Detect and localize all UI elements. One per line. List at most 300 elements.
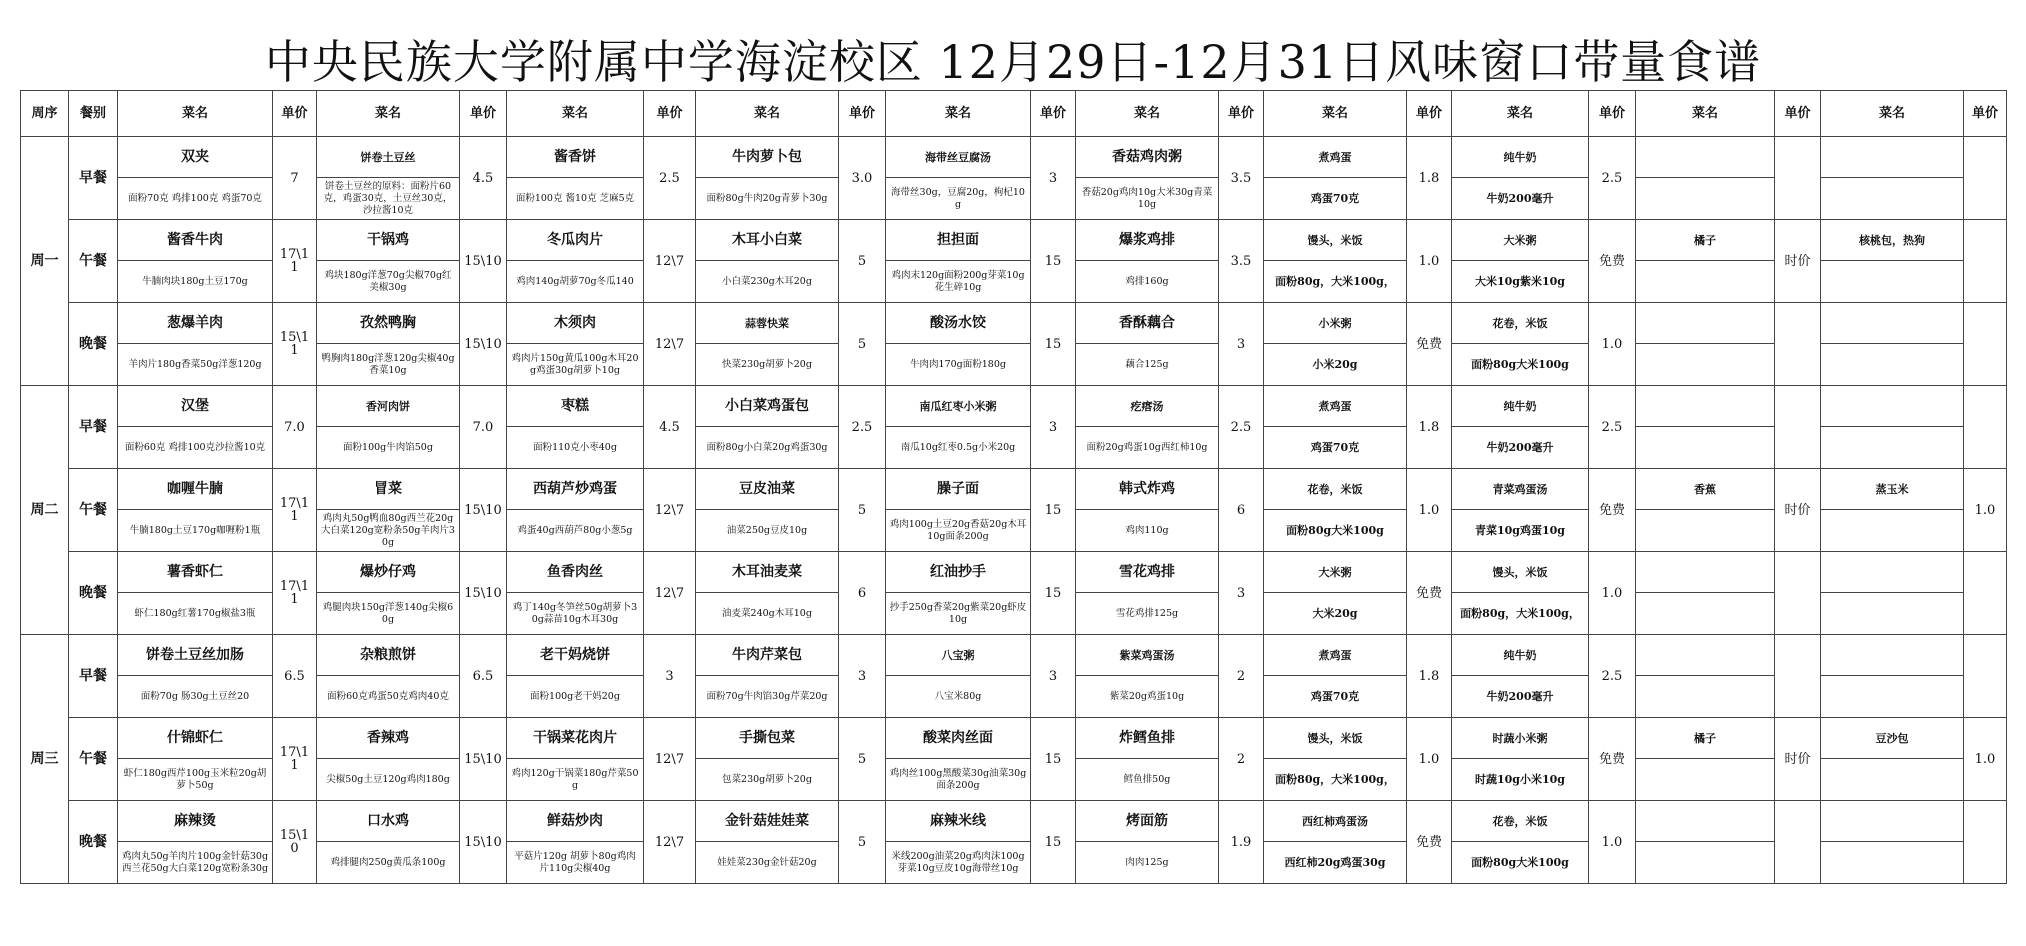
meal-type-cell: 晚餐 [69, 552, 118, 635]
dish-ingredients [1636, 427, 1775, 469]
menu-table [20, 90, 2007, 884]
dish-name: 花卷，米饭 [1264, 469, 1407, 510]
weekday-cell: 周三 [21, 635, 69, 884]
dish-price: 4.5 [644, 386, 696, 469]
dish-price: 4.5 [460, 137, 507, 220]
dish-name: 酸菜肉丝面 [886, 718, 1031, 759]
header-dish: 菜名 [696, 91, 839, 137]
dish-name: 爆浆鸡排 [1076, 220, 1219, 261]
meal-row [21, 469, 2007, 510]
dish-price: 12\7 [644, 469, 696, 552]
dish-name: 金针菇娃娃菜 [696, 801, 839, 842]
dish-ingredients: 西红柿20g鸡蛋30g [1264, 842, 1407, 884]
dish-name: 老干妈烧饼 [507, 635, 644, 676]
dish-name: 西红柿鸡蛋汤 [1264, 801, 1407, 842]
dish-ingredients: 鸡肉100g土豆20g香菇20g木耳10g面条200g [886, 510, 1031, 552]
dish-name [1821, 552, 1964, 593]
dish-ingredients: 面粉80g大米100g [1452, 842, 1589, 884]
dish-name: 豆沙包 [1821, 718, 1964, 759]
meal-detail-row [21, 676, 2007, 718]
dish-price: 免费 [1407, 801, 1452, 884]
dish-name: 纯牛奶 [1452, 386, 1589, 427]
dish-ingredients: 面粉70克 鸡排100克 鸡蛋70克 [118, 178, 273, 220]
dish-name: 鲜菇炒肉 [507, 801, 644, 842]
dish-price: 12\7 [644, 303, 696, 386]
dish-name: 烤面筋 [1076, 801, 1219, 842]
header-price: 单价 [273, 91, 317, 137]
meal-type-cell: 早餐 [69, 635, 118, 718]
dish-price: 1.0 [1589, 801, 1636, 884]
dish-name: 豆皮油菜 [696, 469, 839, 510]
header-price: 单价 [1964, 91, 2007, 137]
dish-name: 咖喱牛腩 [118, 469, 273, 510]
dish-name: 香河肉饼 [317, 386, 460, 427]
header-price: 单价 [644, 91, 696, 137]
dish-ingredients: 小白菜230g木耳20g [696, 261, 839, 303]
dish-name: 大米粥 [1264, 552, 1407, 593]
dish-name: 饼卷土豆丝加肠 [118, 635, 273, 676]
meal-type-cell: 午餐 [69, 469, 118, 552]
dish-price [1775, 303, 1821, 386]
meal-detail-row [21, 261, 2007, 303]
dish-price [1964, 552, 2007, 635]
meal-row [21, 386, 2007, 427]
dish-price: 15\10 [273, 801, 317, 884]
dish-price: 12\7 [644, 552, 696, 635]
dish-price: 15\10 [460, 469, 507, 552]
dish-price: 12\7 [644, 220, 696, 303]
dish-ingredients: 鸡蛋70克 [1264, 427, 1407, 469]
meal-detail-row [21, 427, 2007, 469]
dish-ingredients [1821, 261, 1964, 303]
dish-ingredients: 鸡肉末120g面粉200g芽菜10g花生碎10g [886, 261, 1031, 303]
dish-price: 7 [273, 137, 317, 220]
dish-name: 时蔬小米粥 [1452, 718, 1589, 759]
dish-name [1821, 801, 1964, 842]
dish-price: 1.8 [1407, 386, 1452, 469]
dish-price: 17\11 [273, 552, 317, 635]
dish-price: 5 [839, 220, 886, 303]
meal-detail-row [21, 178, 2007, 220]
dish-price: 15\10 [460, 303, 507, 386]
dish-price [1964, 220, 2007, 303]
header-dish: 菜名 [507, 91, 644, 137]
dish-ingredients: 尖椒50g土豆120g鸡肉180g [317, 759, 460, 801]
dish-price [1964, 635, 2007, 718]
dish-price: 15\10 [460, 552, 507, 635]
dish-name: 花卷，米饭 [1452, 801, 1589, 842]
dish-price: 1.0 [1589, 303, 1636, 386]
dish-ingredients: 香菇20g鸡肉10g大米30g青菜10g [1076, 178, 1219, 220]
dish-ingredients: 油麦菜240g木耳10g [696, 593, 839, 635]
dish-price: 2.5 [644, 137, 696, 220]
meal-row [21, 635, 2007, 676]
meal-detail-row [21, 593, 2007, 635]
header-dish: 菜名 [1076, 91, 1219, 137]
dish-price [1964, 137, 2007, 220]
dish-price: 7.0 [273, 386, 317, 469]
meal-row [21, 220, 2007, 261]
dish-name: 煮鸡蛋 [1264, 137, 1407, 178]
meal-row [21, 552, 2007, 593]
dish-ingredients: 面粉80g，大米100g， [1264, 261, 1407, 303]
dish-price: 1.8 [1407, 635, 1452, 718]
dish-name: 纯牛奶 [1452, 137, 1589, 178]
dish-ingredients: 八宝米80g [886, 676, 1031, 718]
dish-name: 核桃包，热狗 [1821, 220, 1964, 261]
dish-price: 15 [1031, 801, 1076, 884]
dish-price: 时价 [1775, 718, 1821, 801]
dish-name: 青菜鸡蛋汤 [1452, 469, 1589, 510]
dish-name [1821, 386, 1964, 427]
dish-ingredients [1636, 759, 1775, 801]
dish-ingredients: 鸡蛋40g西葫芦80g小葱5g [507, 510, 644, 552]
meal-type-cell: 午餐 [69, 220, 118, 303]
meal-type-cell: 晚餐 [69, 801, 118, 884]
meal-row [21, 801, 2007, 842]
dish-name: 鱼香肉丝 [507, 552, 644, 593]
dish-ingredients: 大米20g [1264, 593, 1407, 635]
dish-name: 橘子 [1636, 220, 1775, 261]
meal-detail-row [21, 842, 2007, 884]
dish-name: 臊子面 [886, 469, 1031, 510]
dish-name: 杂粮煎饼 [317, 635, 460, 676]
dish-price: 2.5 [1219, 386, 1264, 469]
dish-ingredients: 面粉80g，大米100g， [1452, 593, 1589, 635]
dish-price: 15 [1031, 303, 1076, 386]
dish-name: 馒头，米饭 [1264, 220, 1407, 261]
weekday-cell: 周一 [21, 137, 69, 386]
header-price: 单价 [839, 91, 886, 137]
dish-name: 香菇鸡肉粥 [1076, 137, 1219, 178]
dish-ingredients: 米线200g油菜20g鸡肉沫100g芽菜10g豆皮10g海带丝10g [886, 842, 1031, 884]
dish-name: 麻辣米线 [886, 801, 1031, 842]
dish-name: 酱香牛肉 [118, 220, 273, 261]
dish-price: 12\7 [644, 801, 696, 884]
dish-name: 炸鳕鱼排 [1076, 718, 1219, 759]
dish-price: 免费 [1589, 469, 1636, 552]
dish-name: 手撕包菜 [696, 718, 839, 759]
dish-ingredients: 油菜250g豆皮10g [696, 510, 839, 552]
dish-ingredients: 鸡肉片150g黄瓜100g木耳20g鸡蛋30g胡萝卜10g [507, 344, 644, 386]
dish-price: 5 [839, 718, 886, 801]
dish-price: 1.9 [1219, 801, 1264, 884]
dish-price: 免费 [1589, 220, 1636, 303]
dish-name: 担担面 [886, 220, 1031, 261]
header-price: 单价 [1589, 91, 1636, 137]
dish-name: 疙瘩汤 [1076, 386, 1219, 427]
dish-price: 2 [1219, 718, 1264, 801]
dish-ingredients: 小米20g [1264, 344, 1407, 386]
meal-type-cell: 早餐 [69, 137, 118, 220]
dish-name: 木耳油麦菜 [696, 552, 839, 593]
dish-ingredients [1821, 842, 1964, 884]
dish-ingredients: 肉肉125g [1076, 842, 1219, 884]
dish-ingredients [1636, 344, 1775, 386]
dish-price: 3 [839, 635, 886, 718]
dish-ingredients: 鸡蛋70克 [1264, 676, 1407, 718]
dish-name [1636, 635, 1775, 676]
dish-name: 孜然鸭胸 [317, 303, 460, 344]
dish-name: 冬瓜肉片 [507, 220, 644, 261]
meal-detail-row [21, 510, 2007, 552]
dish-price: 时价 [1775, 469, 1821, 552]
dish-name: 什锦虾仁 [118, 718, 273, 759]
header-weekday: 周序 [21, 91, 69, 137]
dish-ingredients: 时蔬10g小米10g [1452, 759, 1589, 801]
header-dish: 菜名 [118, 91, 273, 137]
dish-name: 香辣鸡 [317, 718, 460, 759]
dish-price: 2.5 [839, 386, 886, 469]
dish-ingredients: 鸡肉120g干锅菜180g芹菜50g [507, 759, 644, 801]
dish-price [1964, 303, 2007, 386]
dish-name [1821, 303, 1964, 344]
dish-ingredients [1636, 593, 1775, 635]
dish-price: 3.5 [1219, 220, 1264, 303]
dish-price: 3.0 [839, 137, 886, 220]
header-dish: 菜名 [1452, 91, 1589, 137]
dish-ingredients: 面粉80g牛肉20g青萝卜30g [696, 178, 839, 220]
dish-ingredients: 雪花鸡排125g [1076, 593, 1219, 635]
dish-ingredients: 鸡肉140g胡萝70g冬瓜140 [507, 261, 644, 303]
dish-price: 15 [1031, 469, 1076, 552]
dish-price [1775, 552, 1821, 635]
dish-ingredients [1821, 427, 1964, 469]
dish-ingredients: 牛奶200毫升 [1452, 427, 1589, 469]
dish-name: 枣糕 [507, 386, 644, 427]
meal-type-cell: 午餐 [69, 718, 118, 801]
dish-ingredients: 鳕鱼排50g [1076, 759, 1219, 801]
dish-name [1636, 552, 1775, 593]
dish-name: 南瓜红枣小米粥 [886, 386, 1031, 427]
dish-name: 木须肉 [507, 303, 644, 344]
dish-price [1775, 386, 1821, 469]
dish-ingredients: 面粉100g老干妈20g [507, 676, 644, 718]
dish-price: 1.0 [1407, 220, 1452, 303]
dish-price: 6.5 [460, 635, 507, 718]
dish-price: 1.0 [1407, 718, 1452, 801]
dish-price: 免费 [1589, 718, 1636, 801]
dish-price: 2.5 [1589, 386, 1636, 469]
dish-ingredients [1821, 178, 1964, 220]
dish-price: 1.8 [1407, 137, 1452, 220]
header-dish: 菜名 [1264, 91, 1407, 137]
meal-row [21, 718, 2007, 759]
dish-name: 红油抄手 [886, 552, 1031, 593]
dish-ingredients: 鸡肉丸50g鸭血80g西兰花20g大白菜120g宽粉条50g羊肉片30g [317, 510, 460, 552]
dish-price: 6 [839, 552, 886, 635]
dish-name [1636, 303, 1775, 344]
dish-name [1821, 635, 1964, 676]
dish-ingredients: 面粉80g，大米100g， [1264, 759, 1407, 801]
dish-price: 17\11 [273, 469, 317, 552]
dish-ingredients: 鸡肉110g [1076, 510, 1219, 552]
dish-price: 免费 [1407, 303, 1452, 386]
dish-name: 薯香虾仁 [118, 552, 273, 593]
dish-name: 牛肉芹菜包 [696, 635, 839, 676]
dish-ingredients: 娃娃菜230g金针菇20g [696, 842, 839, 884]
dish-name: 香蕉 [1636, 469, 1775, 510]
header-meal: 餐别 [69, 91, 118, 137]
dish-ingredients: 快菜230g胡萝卜20g [696, 344, 839, 386]
dish-price [1964, 386, 2007, 469]
dish-name: 海带丝豆腐汤 [886, 137, 1031, 178]
header-price: 单价 [1219, 91, 1264, 137]
dish-ingredients [1636, 178, 1775, 220]
dish-price: 2.5 [1589, 137, 1636, 220]
dish-ingredients: 鸡排腿肉250g黄瓜条100g [317, 842, 460, 884]
dish-price [1775, 801, 1821, 884]
header-price: 单价 [1775, 91, 1821, 137]
dish-price: 15\11 [273, 303, 317, 386]
header-dish: 菜名 [317, 91, 460, 137]
dish-ingredients: 牛奶200毫升 [1452, 178, 1589, 220]
dish-price [1964, 801, 2007, 884]
dish-ingredients: 包菜230g胡萝卜20g [696, 759, 839, 801]
dish-ingredients [1636, 261, 1775, 303]
dish-price: 时价 [1775, 220, 1821, 303]
dish-price: 3 [1031, 386, 1076, 469]
dish-ingredients: 鸡蛋70克 [1264, 178, 1407, 220]
dish-price: 免费 [1407, 552, 1452, 635]
dish-ingredients: 面粉110克小枣40g [507, 427, 644, 469]
dish-ingredients [1821, 593, 1964, 635]
dish-price: 15\10 [460, 220, 507, 303]
dish-ingredients: 羊肉片180g香菜50g洋葱120g [118, 344, 273, 386]
dish-name: 蒸玉米 [1821, 469, 1964, 510]
dish-name: 雪花鸡排 [1076, 552, 1219, 593]
dish-name [1636, 801, 1775, 842]
dish-price: 15\10 [460, 718, 507, 801]
dish-ingredients: 鸡排160g [1076, 261, 1219, 303]
dish-price: 5 [839, 303, 886, 386]
dish-ingredients [1821, 759, 1964, 801]
dish-name: 蒜蓉快菜 [696, 303, 839, 344]
dish-name: 饼卷土豆丝 [317, 137, 460, 178]
dish-ingredients: 鸡丁140g冬笋丝50g胡萝卜30g蒜苗10g木耳30g [507, 593, 644, 635]
dish-name [1821, 137, 1964, 178]
dish-name: 大米粥 [1452, 220, 1589, 261]
dish-price: 3 [644, 635, 696, 718]
dish-ingredients: 鸡肉丸50g羊肉片100g金针菇30g西兰花50g大白菜120g宽粉条30g [118, 842, 273, 884]
header-price: 单价 [460, 91, 507, 137]
dish-name: 葱爆羊肉 [118, 303, 273, 344]
dish-ingredients: 抄手250g香菜20g紫菜20g虾皮10g [886, 593, 1031, 635]
dish-ingredients: 面粉70g 肠30g土豆丝20 [118, 676, 273, 718]
dish-ingredients: 面粉100克 酱10克 芝麻5克 [507, 178, 644, 220]
dish-price: 17\11 [273, 220, 317, 303]
dish-price: 5 [839, 469, 886, 552]
dish-ingredients: 牛奶200毫升 [1452, 676, 1589, 718]
dish-ingredients: 牛肉肉170g面粉180g [886, 344, 1031, 386]
dish-price: 6.5 [273, 635, 317, 718]
dish-name: 冒菜 [317, 469, 460, 510]
dish-name: 双夹 [118, 137, 273, 178]
dish-ingredients [1636, 676, 1775, 718]
header-price: 单价 [1031, 91, 1076, 137]
dish-price: 1.0 [1964, 718, 2007, 801]
dish-name [1636, 386, 1775, 427]
dish-ingredients: 面粉60克 鸡排100克沙拉酱10克 [118, 427, 273, 469]
header-price: 单价 [1407, 91, 1452, 137]
meal-detail-row [21, 344, 2007, 386]
dish-name: 酱香饼 [507, 137, 644, 178]
dish-price: 15 [1031, 220, 1076, 303]
dish-price: 5 [839, 801, 886, 884]
dish-name: 西葫芦炒鸡蛋 [507, 469, 644, 510]
dish-ingredients: 鸡腿肉块150g洋葱140g尖椒60g [317, 593, 460, 635]
dish-ingredients: 海带丝30g，豆腐20g，枸杞10g [886, 178, 1031, 220]
dish-name [1636, 137, 1775, 178]
dish-ingredients: 面粉20g鸡蛋10g西红柿10g [1076, 427, 1219, 469]
dish-price: 15 [1031, 552, 1076, 635]
dish-name: 韩式炸鸡 [1076, 469, 1219, 510]
meal-type-cell: 早餐 [69, 386, 118, 469]
header-dish: 菜名 [1636, 91, 1775, 137]
dish-ingredients: 面粉80g大米100g [1452, 344, 1589, 386]
dish-price: 1.0 [1407, 469, 1452, 552]
dish-name: 八宝粥 [886, 635, 1031, 676]
dish-name: 爆炒仔鸡 [317, 552, 460, 593]
dish-name: 馒头，米饭 [1264, 718, 1407, 759]
dish-name: 花卷，米饭 [1452, 303, 1589, 344]
dish-name: 馒头，米饭 [1452, 552, 1589, 593]
dish-name: 干锅鸡 [317, 220, 460, 261]
dish-ingredients: 面粉80g大米100g [1264, 510, 1407, 552]
dish-name: 煮鸡蛋 [1264, 386, 1407, 427]
dish-ingredients: 紫菜20g鸡蛋10g [1076, 676, 1219, 718]
dish-ingredients: 鸡块180g洋葱70g尖椒70g红美椒30g [317, 261, 460, 303]
dish-name: 小米粥 [1264, 303, 1407, 344]
dish-name: 紫菜鸡蛋汤 [1076, 635, 1219, 676]
dish-price: 17\11 [273, 718, 317, 801]
dish-name: 口水鸡 [317, 801, 460, 842]
meal-row [21, 303, 2007, 344]
dish-ingredients: 牛腩180g土豆170g咖喱粉1瓶 [118, 510, 273, 552]
weekday-cell: 周二 [21, 386, 69, 635]
dish-price: 6 [1219, 469, 1264, 552]
header-dish: 菜名 [1821, 91, 1964, 137]
dish-ingredients: 大米10g紫米10g [1452, 261, 1589, 303]
dish-price: 3 [1219, 552, 1264, 635]
dish-price [1775, 137, 1821, 220]
dish-ingredients: 虾仁180g西芹100g玉米粒20g胡萝卜50g [118, 759, 273, 801]
dish-ingredients [1821, 676, 1964, 718]
dish-name: 木耳小白菜 [696, 220, 839, 261]
meal-type-cell: 晚餐 [69, 303, 118, 386]
dish-price: 3 [1031, 137, 1076, 220]
dish-price: 12\7 [644, 718, 696, 801]
dish-ingredients: 鸭胸肉180g洋葱120g尖椒40g香菜10g [317, 344, 460, 386]
dish-price: 3.5 [1219, 137, 1264, 220]
dish-ingredients: 饼卷土豆丝的原料：面粉片60克，鸡蛋30克，土豆丝30克，沙拉酱10克 [317, 178, 460, 220]
dish-price [1775, 635, 1821, 718]
dish-name: 麻辣烫 [118, 801, 273, 842]
dish-name: 小白菜鸡蛋包 [696, 386, 839, 427]
dish-name: 牛肉萝卜包 [696, 137, 839, 178]
meal-row [21, 137, 2007, 178]
dish-ingredients: 南瓜10g红枣0.5g小米20g [886, 427, 1031, 469]
dish-name: 香酥藕合 [1076, 303, 1219, 344]
dish-name: 汉堡 [118, 386, 273, 427]
dish-ingredients: 面粉100g牛肉馅50g [317, 427, 460, 469]
dish-price: 15 [1031, 718, 1076, 801]
dish-ingredients [1821, 510, 1964, 552]
dish-price: 3 [1031, 635, 1076, 718]
dish-ingredients: 鸡肉丝100g黑酸菜30g油菜30g面条200g [886, 759, 1031, 801]
dish-price: 1.0 [1964, 469, 2007, 552]
dish-ingredients [1636, 510, 1775, 552]
